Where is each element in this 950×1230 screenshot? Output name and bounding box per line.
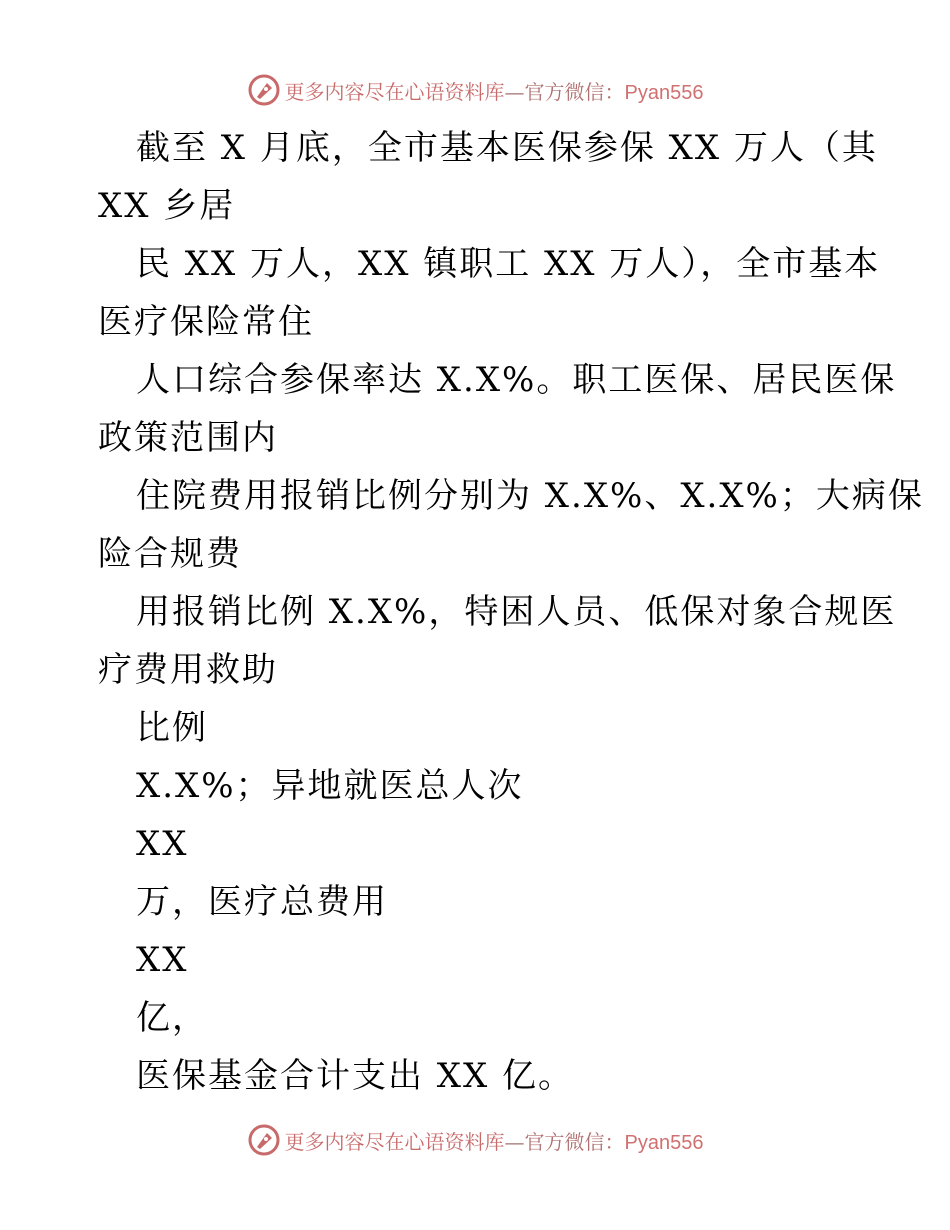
body-line-12: X.X%；异地就医总人次 [136, 766, 524, 806]
footer-separator: — [504, 1129, 525, 1154]
body-line-13: XX [136, 824, 189, 864]
body-line-17: 医保基金合计支出 XX 亿。 [136, 1056, 575, 1096]
pen-nib-circle-icon [247, 1123, 281, 1157]
body-line-1: 截至 X 月底，全市基本医保参保 XX 万人（其 [136, 128, 878, 168]
header-separator: — [504, 79, 525, 104]
pen-nib-circle-icon [247, 73, 281, 107]
body-line-15: XX [136, 940, 189, 980]
footer-banner [0, 1120, 950, 1160]
body-line-8: 险合规费 [98, 534, 242, 574]
header-banner [0, 70, 950, 110]
body-line-3: 民 XX 万人，XX 镇职工 XX 万人），全市基本 [136, 244, 881, 284]
body-line-9: 用报销比例 X.X%，特困人员、低保对象合规医 [136, 592, 897, 632]
body-line-16: 亿， [136, 998, 208, 1038]
body-line-7: 住院费用报销比例分别为 X.X%、X.X%；大病保 [136, 476, 924, 516]
body-line-14: 万，医疗总费用 [136, 882, 388, 922]
body-line-6: 政策范围内 [98, 418, 278, 458]
header-wechat-id: Pyan556 [624, 81, 704, 104]
header-text [285, 76, 704, 105]
body-line-2: XX 乡居 [98, 186, 236, 226]
footer-prefix: 更多内容尽在心语资料库 [284, 1129, 505, 1154]
footer-wechat-label: 官方微信： [524, 1129, 625, 1154]
body-line-5: 人口综合参保率达 X.X%。职工医保、居民医保 [136, 360, 897, 400]
footer-wechat-id: Pyan556 [624, 1131, 704, 1154]
header-prefix: 更多内容尽在心语资料库 [284, 79, 505, 104]
footer-text [285, 1126, 704, 1155]
body-line-4: 医疗保险常住 [98, 302, 314, 342]
body-line-10: 疗费用救助 [98, 650, 278, 690]
body-line-11: 比例 [136, 708, 208, 748]
header-wechat-label: 官方微信： [524, 79, 625, 104]
